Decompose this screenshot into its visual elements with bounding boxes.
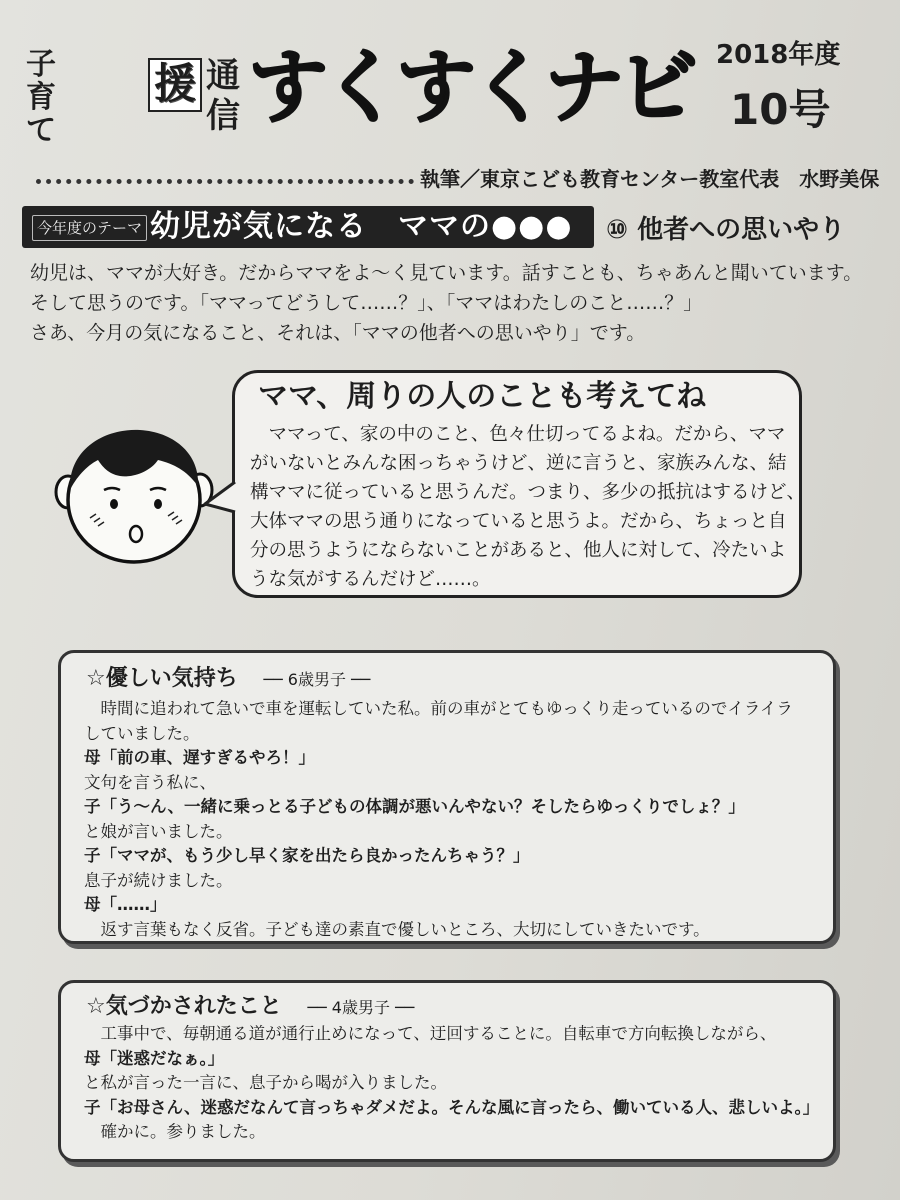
- story-line: 母「前の車、遅すぎるやろ！」: [84, 748, 315, 767]
- intro-line: さあ、今月の気になること、それは、「ママの他者への思いやり」です。: [30, 322, 646, 344]
- story-line: 子「う～ん、一緒に乗っとる子どもの体調が悪いんやない？そしたらゆっくりでしょ？」: [84, 797, 745, 816]
- story-line: していました。: [84, 723, 200, 743]
- speech-line: がいないとみんな困っちゃうけど、逆に言うと、家族みんな、結: [250, 453, 787, 474]
- story-line: と娘が言いました。: [84, 821, 233, 841]
- story-body: [84, 697, 844, 942]
- story-line: 母「迷惑だなぁ。」: [84, 1048, 225, 1068]
- story-tag: ── 4歳男子 ──: [307, 998, 415, 1017]
- speech-line: 大体ママの思う通りになっていると思うよ。だから、ちょっと自: [250, 511, 787, 532]
- story-line: 息子が続けました。: [84, 870, 233, 890]
- story-line: 工事中で、毎朝通る道が通行止めになって、迂回することに。自転車で方向転換しながら、: [84, 1024, 777, 1043]
- story-title: ☆気づかされたこと: [86, 994, 282, 1019]
- speech-bubble-text: [250, 420, 806, 594]
- story-line: 母「……」: [84, 895, 167, 914]
- newsletter-title: すくすくナビ: [248, 41, 692, 134]
- series-label-kosodate: 子育て: [26, 47, 58, 148]
- story-line: と私が言った一言に、息子から喝が入りました。: [84, 1073, 447, 1092]
- intro-line: 幼児は、ママが大好き。だからママをよ～く見ています。話すことも、ちゃあんと聞いています。: [30, 262, 863, 284]
- speech-bubble-title: ママ、周りの人のことも考えてね: [258, 379, 707, 414]
- speech-line: ママって、家の中のこと、色々仕切ってるよね。だから、ママ: [250, 424, 786, 445]
- intro-line: そして思うのです。「ママってどうして……？」、「ママはわたしのこと……？」: [30, 292, 703, 314]
- speech-line: 分の思うようにならないことがあると、他人に対して、冷たいよ: [250, 540, 787, 561]
- story-line: 文句を言う私に、: [84, 772, 216, 792]
- story-heading: [86, 992, 414, 1023]
- intro-paragraph: [30, 258, 890, 348]
- author-credit: 執筆／東京こども教育センター教室代表 水野美保: [420, 167, 880, 191]
- episode-title: ⑩ 他者への思いやり: [606, 215, 846, 245]
- speech-line: うな気がするんだけど……。: [250, 569, 491, 590]
- story-line: 返す言葉もなく反省。子ども達の素直で優しいところ、大切にしていきたいです。: [84, 919, 710, 939]
- series-label-tsushin: 通信: [206, 56, 240, 136]
- story-line: 時間に追われて急いで車を運転していた私。前の車がとてもゆっくり走っているのでイライラ: [84, 699, 793, 718]
- story-heading: [86, 664, 370, 695]
- story-line: 確かに。参りました。: [84, 1122, 266, 1141]
- child-face-illustration: [54, 420, 214, 570]
- theme-title: 幼児が気になる ママの●●●: [150, 209, 573, 244]
- story-body: [84, 1022, 844, 1145]
- story-tag: ── 6歳男子 ──: [263, 670, 371, 689]
- story-line: 子「ママが、もう少し早く家を出たら良かったんちゃう？」: [84, 846, 530, 865]
- dotted-divider: [36, 179, 414, 184]
- speech-bubble-tail: [203, 478, 237, 518]
- series-label-en-box: 援: [148, 58, 202, 112]
- issue-number: 10号: [730, 85, 831, 134]
- fiscal-year: 2018年度: [716, 40, 841, 70]
- story-title: ☆優しい気持ち: [86, 666, 238, 691]
- theme-label: 今年度のテーマ: [32, 215, 147, 241]
- speech-line: 構ママに従っていると思うんだ。つまり、多少の抵抗はするけど、: [250, 482, 806, 503]
- story-line: 子「お母さん、迷惑だなんて言っちゃダメだよ。そんな風に言ったら、働いている人、悲しいよ。」: [84, 1097, 820, 1117]
